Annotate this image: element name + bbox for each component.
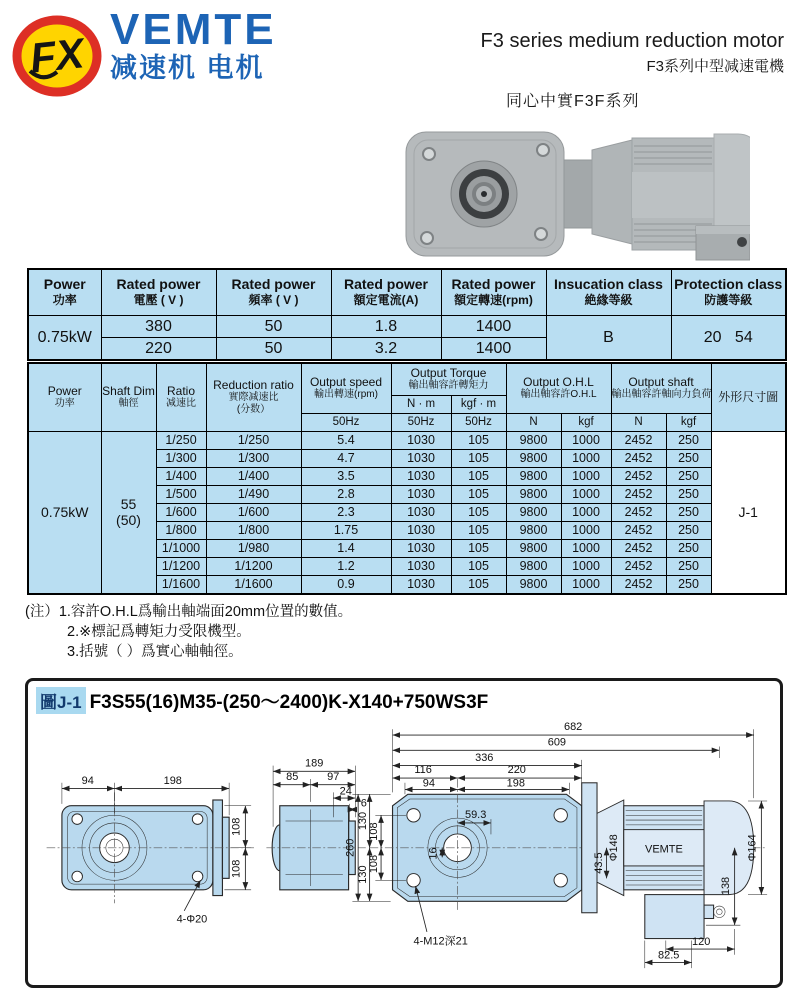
ohl-kgf-cell: 1000 <box>561 575 611 594</box>
footnotes <box>25 602 352 662</box>
speed-cell: 0.9 <box>301 575 391 594</box>
col-header-current: Rated power 額定電流(A) <box>331 269 441 315</box>
torque-nm-cell: 1030 <box>391 467 451 485</box>
col-header-output-ohl: Output O.H.L 輸出軸容許O.H.L <box>506 363 611 413</box>
shaft-dim-value: 55 (50) <box>101 431 156 594</box>
model-code: F3S55(16)M35-(250～2400)K-X140+750WS3F <box>89 692 489 713</box>
unit-kgf: kgf <box>666 413 711 431</box>
dim-label: 189 <box>305 757 324 770</box>
shaft-n-cell: 2452 <box>611 467 666 485</box>
col-header-insulation: Insucation class 絶緣等級 <box>546 269 671 315</box>
frequency-cell: 50 <box>216 315 331 337</box>
ratio-cell: 1/300 <box>156 449 206 467</box>
dim-label: 6 <box>360 797 367 810</box>
sub-50hz: 50Hz <box>301 413 391 431</box>
unit-kgfm: kgf · m <box>451 395 506 413</box>
series-title-zh: F3系列中型减速電機 <box>646 58 784 75</box>
col-header-speed: Rated power 額定轉速(rpm) <box>441 269 546 315</box>
col-header-output-shaft: Output shaft 輸出軸容許軸向力負荷 <box>611 363 711 413</box>
brand-logo <box>10 5 277 102</box>
shaft-n-cell: 2452 <box>611 557 666 575</box>
logo-mark-icon <box>10 8 104 102</box>
dim-label: 24 <box>339 785 352 798</box>
dim-label: 120 <box>692 936 711 949</box>
actual-ratio-cell: 1/800 <box>206 521 301 539</box>
dim-label: 108 <box>230 817 243 836</box>
side-view <box>266 758 367 890</box>
sub-50hz: 50Hz <box>391 413 451 431</box>
ohl-n-cell: 9800 <box>506 557 561 575</box>
ohl-n-cell: 9800 <box>506 575 561 594</box>
shaft-kgf-cell: 250 <box>666 539 711 557</box>
torque-kgfm-cell: 105 <box>451 557 506 575</box>
brand-subtitle: 减速机 电机 <box>110 53 265 83</box>
brand-name: VEMTE <box>110 5 277 54</box>
power-value: 0.75kW <box>28 315 101 360</box>
speed-cell: 2.8 <box>301 485 391 503</box>
dim-label: 97 <box>327 770 340 783</box>
shaft-kgf-cell: 250 <box>666 575 711 594</box>
shaft-kgf-cell: 250 <box>666 503 711 521</box>
ohl-kgf-cell: 1000 <box>561 485 611 503</box>
dim-label: 108 <box>230 859 243 878</box>
shaft-kgf-cell: 250 <box>666 467 711 485</box>
col-header-frequency: Rated power 頻率 ( V ) <box>216 269 331 315</box>
dim-label: 138 <box>719 876 732 896</box>
note-line: 2.※標記爲轉矩力受限機型。 <box>67 624 251 640</box>
speed-cell: 1.75 <box>301 521 391 539</box>
dim-label: 198 <box>163 774 182 787</box>
speed-cell: 2.3 <box>301 503 391 521</box>
shaft-kgf-cell: 250 <box>666 431 711 449</box>
ratio-cell: 1/600 <box>156 503 206 521</box>
dim-label: Φ164 <box>746 834 759 862</box>
speed-cell: 1400 <box>441 315 546 337</box>
photo-gearbox <box>406 132 564 256</box>
torque-nm-cell: 1030 <box>391 539 451 557</box>
col-header-ratio: Ratio 减速比 <box>156 363 206 431</box>
dim-label: 130 <box>356 811 369 831</box>
col-header-output-torque: Output Torque 輸出軸容許轉矩力 <box>391 363 506 395</box>
drawing-tag: 圖J-1 <box>36 687 86 714</box>
ohl-n-cell: 9800 <box>506 521 561 539</box>
unit-n: N <box>611 413 666 431</box>
col-header-power: Power 功率 <box>28 363 101 431</box>
col-header-voltage: Rated power 電壓 ( V ) <box>101 269 216 315</box>
torque-kgfm-cell: 105 <box>451 521 506 539</box>
torque-kgfm-cell: 105 <box>451 467 506 485</box>
dim-label: 260 <box>344 838 357 857</box>
product-photo <box>398 114 750 266</box>
power-value: 0.75kW <box>28 431 101 594</box>
col-header-power: Power 功率 <box>28 269 101 315</box>
actual-ratio-cell: 1/490 <box>206 485 301 503</box>
torque-nm-cell: 1030 <box>391 485 451 503</box>
series-title-en: F3 series medium reduction motor <box>480 30 784 52</box>
ohl-n-cell: 9800 <box>506 467 561 485</box>
speed-cell: 5.4 <box>301 431 391 449</box>
dim-label: 4-M12深21 <box>413 935 468 948</box>
actual-ratio-cell: 1/300 <box>206 449 301 467</box>
torque-kgfm-cell: 105 <box>451 539 506 557</box>
sub-50hz: 50Hz <box>451 413 506 431</box>
dim-label: 116 <box>414 764 432 777</box>
speed-cell: 1.4 <box>301 539 391 557</box>
speed-cell: 1.2 <box>301 557 391 575</box>
shaft-n-cell: 2452 <box>611 539 666 557</box>
voltage-cell: 220 <box>101 337 216 360</box>
col-header-protection: Protection class 防護等級 <box>671 269 786 315</box>
torque-nm-cell: 1030 <box>391 503 451 521</box>
torque-kgfm-cell: 105 <box>451 431 506 449</box>
col-header-shaft-dim: Shaft Dim 軸徑 <box>101 363 156 431</box>
ohl-kgf-cell: 1000 <box>561 449 611 467</box>
actual-ratio-cell: 1/1200 <box>206 557 301 575</box>
speed-cell: 1400 <box>441 337 546 360</box>
unit-kgf: kgf <box>561 413 611 431</box>
actual-ratio-cell: 1/980 <box>206 539 301 557</box>
col-header-output-speed: Output speed 輸出轉速(rpm) <box>301 363 391 413</box>
table-row <box>28 315 786 337</box>
dim-label: 220 <box>507 764 526 777</box>
dim-label: 4-Φ20 <box>176 913 208 926</box>
assembly-view <box>344 721 767 968</box>
ratio-cell: 1/400 <box>156 467 206 485</box>
dim-label: 94 <box>422 777 435 790</box>
protection-value: 20 54 <box>671 315 786 360</box>
shaft-n-cell: 2452 <box>611 521 666 539</box>
power-spec-table <box>27 268 787 361</box>
dim-label: 682 <box>563 721 583 734</box>
dim-label: 108 <box>368 854 381 874</box>
dimension-drawing <box>32 714 776 972</box>
torque-kgfm-cell: 105 <box>451 503 506 521</box>
dim-label: 130 <box>356 865 369 884</box>
series-subtitle: 同心中實F3F系列 <box>506 93 640 110</box>
shaft-n-cell: 2452 <box>611 503 666 521</box>
current-cell: 3.2 <box>331 337 441 360</box>
svg-text:FX: FX <box>27 29 87 82</box>
shaft-n-cell: 2452 <box>611 485 666 503</box>
dim-label: 108 <box>368 822 381 841</box>
shaft-kgf-cell: 250 <box>666 557 711 575</box>
shaft-n-cell: 2452 <box>611 449 666 467</box>
motor-brand-label: VEMTE <box>645 843 683 856</box>
ohl-kgf-cell: 1000 <box>561 539 611 557</box>
ratio-spec-table <box>27 362 787 595</box>
dim-label: 82.5 <box>658 949 680 962</box>
actual-ratio-cell: 1/250 <box>206 431 301 449</box>
frequency-cell: 50 <box>216 337 331 360</box>
ohl-n-cell: 9800 <box>506 449 561 467</box>
torque-nm-cell: 1030 <box>391 557 451 575</box>
current-cell: 1.8 <box>331 315 441 337</box>
actual-ratio-cell: 1/600 <box>206 503 301 521</box>
shaft-kgf-cell: 250 <box>666 485 711 503</box>
dim-label: 59.3 <box>464 809 487 822</box>
speed-cell: 3.5 <box>301 467 391 485</box>
dim-label: 609 <box>547 736 567 749</box>
front-view <box>47 775 255 926</box>
ohl-n-cell: 9800 <box>506 503 561 521</box>
torque-nm-cell: 1030 <box>391 575 451 594</box>
ohl-kgf-cell: 1000 <box>561 503 611 521</box>
torque-nm-cell: 1030 <box>391 431 451 449</box>
dim-label: 336 <box>475 751 494 764</box>
col-header-drawing: 外形尺寸圖 <box>711 363 786 431</box>
shaft-kgf-cell: 250 <box>666 449 711 467</box>
note-prefix: (注） <box>25 604 59 620</box>
dim-label: Φ148 <box>608 834 621 862</box>
insulation-value: B <box>546 315 671 360</box>
dim-label: 94 <box>81 774 94 787</box>
ratio-cell: 1/1000 <box>156 539 206 557</box>
ohl-kgf-cell: 1000 <box>561 521 611 539</box>
ohl-n-cell: 9800 <box>506 539 561 557</box>
dim-label: 198 <box>506 777 525 790</box>
ohl-kgf-cell: 1000 <box>561 467 611 485</box>
torque-nm-cell: 1030 <box>391 449 451 467</box>
unit-nm: N · m <box>391 395 451 413</box>
shaft-n-cell: 2452 <box>611 431 666 449</box>
dim-label: 85 <box>286 770 299 783</box>
ohl-kgf-cell: 1000 <box>561 557 611 575</box>
dim-label: 16 <box>427 847 440 860</box>
dimension-drawing-panel <box>25 678 783 988</box>
dim-label: 43.5 <box>592 852 605 874</box>
drawing-ref: J-1 <box>711 431 786 594</box>
ratio-cell: 1/500 <box>156 485 206 503</box>
torque-kgfm-cell: 105 <box>451 575 506 594</box>
ohl-kgf-cell: 1000 <box>561 431 611 449</box>
voltage-cell: 380 <box>101 315 216 337</box>
actual-ratio-cell: 1/1600 <box>206 575 301 594</box>
shaft-kgf-cell: 250 <box>666 521 711 539</box>
shaft-n-cell: 2452 <box>611 575 666 594</box>
table-row <box>28 431 786 449</box>
ratio-cell: 1/1200 <box>156 557 206 575</box>
unit-n: N <box>506 413 561 431</box>
ratio-cell: 1/1600 <box>156 575 206 594</box>
photo-motor <box>564 134 750 260</box>
ratio-cell: 1/250 <box>156 431 206 449</box>
note-line: 3.括號（ ）爲實心軸軸徑。 <box>67 644 243 660</box>
ohl-n-cell: 9800 <box>506 431 561 449</box>
torque-kgfm-cell: 105 <box>451 485 506 503</box>
ratio-cell: 1/800 <box>156 521 206 539</box>
actual-ratio-cell: 1/400 <box>206 467 301 485</box>
col-header-reduction-ratio: Reduction ratio 實際减速比 (分数） <box>206 363 301 431</box>
ohl-n-cell: 9800 <box>506 485 561 503</box>
torque-nm-cell: 1030 <box>391 521 451 539</box>
note-line: 1.容許O.H.L爲輸出軸端面20mm位置的數值。 <box>58 604 353 620</box>
speed-cell: 4.7 <box>301 449 391 467</box>
torque-kgfm-cell: 105 <box>451 449 506 467</box>
